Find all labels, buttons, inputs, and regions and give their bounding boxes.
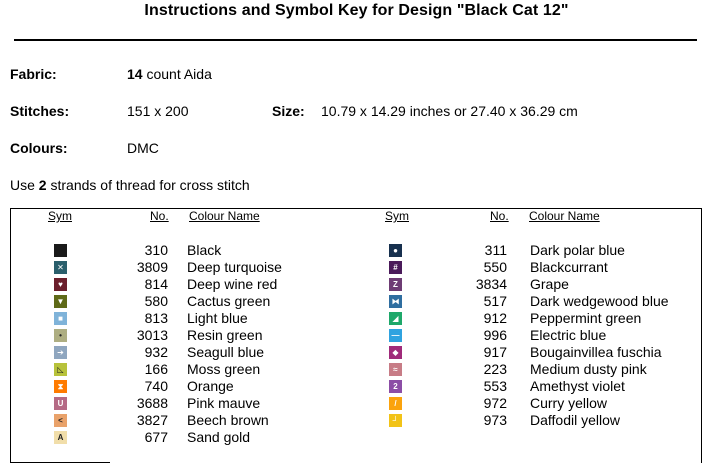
dmc-number: 740 bbox=[144, 378, 168, 394]
colour-name: Blackcurrant bbox=[530, 259, 608, 275]
fabric-label: Fabric: bbox=[10, 66, 57, 82]
dmc-number: 3013 bbox=[136, 327, 168, 343]
stitches-label: Stitches: bbox=[10, 103, 70, 119]
letter-a-icon: A bbox=[54, 431, 67, 444]
hash-icon: # bbox=[389, 261, 402, 274]
colour-name: Sand gold bbox=[187, 429, 251, 445]
dmc-number: 677 bbox=[144, 429, 168, 445]
dmc-number: 932 bbox=[144, 344, 168, 360]
colour-name: Black bbox=[187, 242, 222, 258]
hourglass-icon: ⧗ bbox=[54, 380, 67, 393]
dmc-number: 311 bbox=[484, 242, 507, 258]
header-sym-right: Sym bbox=[385, 209, 409, 223]
dmc-number: 166 bbox=[144, 361, 168, 377]
colour-name: Medium dusty pink bbox=[530, 361, 647, 377]
filled-square-icon bbox=[54, 244, 67, 257]
digit-two-icon: 2 bbox=[389, 380, 402, 393]
dmc-number: 912 bbox=[483, 310, 507, 326]
letter-z-icon: Z bbox=[389, 278, 402, 291]
fabric-count: 14 bbox=[127, 66, 143, 82]
dmc-number: 973 bbox=[483, 412, 507, 428]
colour-name: Dark wedgewood blue bbox=[530, 293, 669, 309]
colour-name: Daffodil yellow bbox=[530, 412, 621, 428]
u-shape-icon: U bbox=[54, 397, 67, 410]
dmc-number: 223 bbox=[483, 361, 507, 377]
colour-name: Amethyst violet bbox=[530, 378, 625, 394]
colours-label: Colours: bbox=[10, 140, 68, 156]
x-mark-icon: ✕ bbox=[54, 261, 67, 274]
dmc-number: 550 bbox=[483, 259, 507, 275]
dmc-number: 553 bbox=[483, 378, 507, 394]
header-name-right: Colour Name bbox=[529, 209, 600, 223]
dmc-number: 917 bbox=[483, 344, 507, 360]
corner-bracket-icon: ┘ bbox=[389, 414, 402, 427]
dmc-number: 517 bbox=[483, 293, 507, 309]
strands-post: strands of thread for cross stitch bbox=[46, 177, 250, 193]
stitches-value: 151 x 200 bbox=[127, 103, 189, 119]
bowtie-icon: ⧓ bbox=[389, 295, 402, 308]
wave-icon: ≈ bbox=[389, 363, 402, 376]
dmc-number: 3688 bbox=[136, 395, 168, 411]
dmc-number: 814 bbox=[144, 276, 168, 292]
colour-name: Grape bbox=[530, 276, 569, 292]
fabric-value bbox=[127, 66, 212, 82]
strands-count: 2 bbox=[38, 177, 47, 193]
inner-square-icon: ■ bbox=[54, 312, 67, 325]
circle-icon: ● bbox=[389, 244, 402, 257]
colour-name: Pink mauve bbox=[187, 395, 261, 411]
size-value: 10.79 x 14.29 inches or 27.40 x 36.29 cm bbox=[321, 103, 578, 119]
down-triangle-icon: ▼ bbox=[54, 295, 67, 308]
header-no-left: No. bbox=[150, 209, 169, 223]
colour-name: Bougainvillea fuschia bbox=[530, 344, 662, 360]
colour-name: Deep wine red bbox=[187, 276, 278, 292]
header-sym-left: Sym bbox=[48, 209, 72, 223]
corner-triangle-icon: ◺ bbox=[54, 363, 67, 376]
key-bottom-rule bbox=[10, 462, 110, 463]
diamond-icon: ◆ bbox=[389, 346, 402, 359]
corner-triangle-icon: ◢ bbox=[389, 312, 402, 325]
dmc-number: 3834 bbox=[475, 276, 507, 292]
dmc-number: 310 bbox=[144, 242, 168, 258]
colour-name: Cactus green bbox=[187, 293, 271, 309]
dot-icon: • bbox=[54, 329, 67, 342]
dmc-number: 972 bbox=[483, 395, 507, 411]
colour-name: Resin green bbox=[187, 327, 263, 343]
colour-name: Curry yellow bbox=[530, 395, 608, 411]
colour-name: Moss green bbox=[187, 361, 261, 377]
colour-name: Peppermint green bbox=[530, 310, 642, 326]
strands-pre: Use bbox=[10, 177, 39, 193]
strands-instruction bbox=[10, 177, 250, 193]
colour-name: Electric blue bbox=[530, 327, 607, 343]
dmc-number: 3809 bbox=[136, 259, 168, 275]
fabric-type: count Aida bbox=[142, 66, 212, 82]
dmc-number: 580 bbox=[144, 293, 168, 309]
colour-name: Orange bbox=[187, 378, 234, 394]
title-underline bbox=[14, 39, 697, 41]
colour-name: Deep turquoise bbox=[187, 259, 282, 275]
dmc-number: 813 bbox=[144, 310, 168, 326]
header-no-right: No. bbox=[490, 209, 509, 223]
dmc-number: 3827 bbox=[136, 412, 168, 428]
dash-icon: — bbox=[389, 329, 402, 342]
size-label: Size: bbox=[272, 103, 305, 119]
colour-name: Light blue bbox=[187, 310, 248, 326]
slash-icon: / bbox=[389, 397, 402, 410]
colour-name: Seagull blue bbox=[187, 344, 265, 360]
heart-icon: ♥ bbox=[54, 278, 67, 291]
page-title: Instructions and Symbol Key for Design "Black Cat 12" bbox=[144, 2, 569, 19]
less-than-icon: < bbox=[54, 414, 67, 427]
header-name-left: Colour Name bbox=[189, 209, 260, 223]
colour-name: Beech brown bbox=[187, 412, 269, 428]
dmc-number: 996 bbox=[483, 327, 507, 343]
arrow-icon: ➔ bbox=[54, 346, 67, 359]
colour-name: Dark polar blue bbox=[530, 242, 625, 258]
colours-value: DMC bbox=[127, 140, 159, 156]
